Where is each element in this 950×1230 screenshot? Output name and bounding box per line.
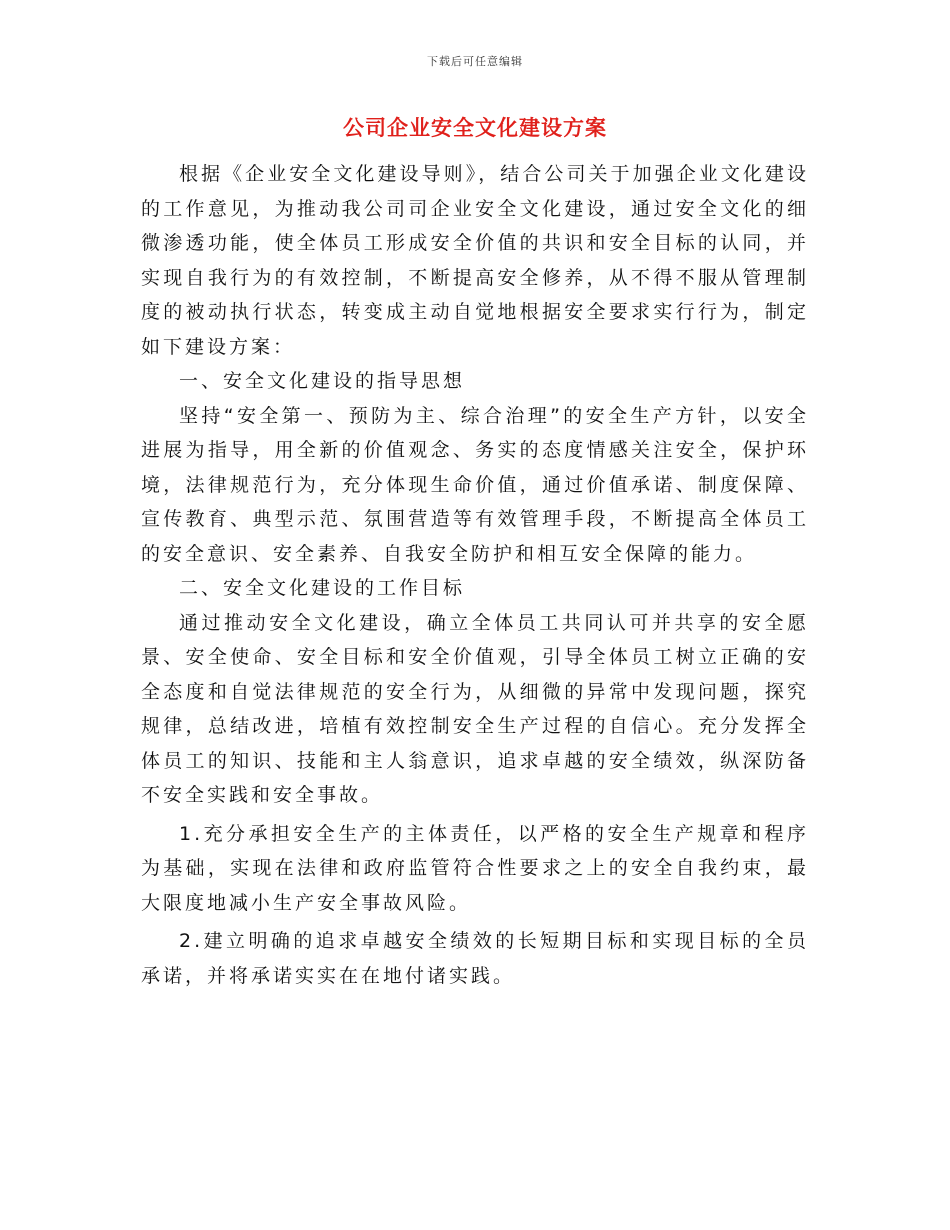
document-title: 公司企业安全文化建设方案 xyxy=(343,115,607,140)
list-item-1: 1.充分承担安全生产的主体责任，以严格的安全生产规章和程序为基础，实现在法律和政府监管符合性要求之上的安全自我约束，最大限度地减小生产安全事故风险。 xyxy=(141,822,809,914)
list-item-2: 2.建立明确的追求卓越安全绩效的长短期目标和实现目标的全员承诺，并将承诺实实在在地付诸实践。 xyxy=(141,930,809,987)
section-heading-guiding-ideology: 一、安全文化建设的指导思想 xyxy=(179,370,466,392)
paragraph-work-goals: 通过推动安全文化建设，确立全体员工共同认可并共享的安全愿景、安全使命、安全目标和安全价值观，引导全体员工树立正确的安全态度和自觉法律规范的安全行为，从细微的异常中发现问题，探究规律，总结改进，培植有效控制安全生产过程的自信心。充分发挥全体员工的知识、技能和主人翁意识，追求卓越的安全绩效，纵深防备不安全实践和安全事故。 xyxy=(141,611,809,806)
document-body xyxy=(141,157,809,993)
header-note: 下载后可任意编辑 xyxy=(427,55,523,68)
paragraph-intro: 根据《企业安全文化建设导则》，结合公司关于加强企业文化建设的工作意见，为推动我公司司企业安全文化建设，通过安全文化的细微渗透功能，使全体员工形成安全价值的共识和安全目标的认同，并实现自我行为的有效控制，不断提高安全修养，从不得不服从管理制度的被动执行状态，转变成主动自觉地根据安全要求实行行为，制定如下建设方案： xyxy=(141,163,809,358)
section-heading-work-goals: 二、安全文化建设的工作目标 xyxy=(179,577,466,599)
paragraph-guiding-ideology: 坚持“安全第一、预防为主、综合治理”的安全生产方针，以安全进展为指导，用全新的价值观念、务实的态度情感关注安全，保护环境，法律规范行为，充分体现生命价值，通过价值承诺、制度保障、宣传教育、典型示范、氛围营造等有效管理手段，不断提高全体员工的安全意识、安全素养、自我安全防护和相互安全保障的能力。 xyxy=(141,404,809,565)
